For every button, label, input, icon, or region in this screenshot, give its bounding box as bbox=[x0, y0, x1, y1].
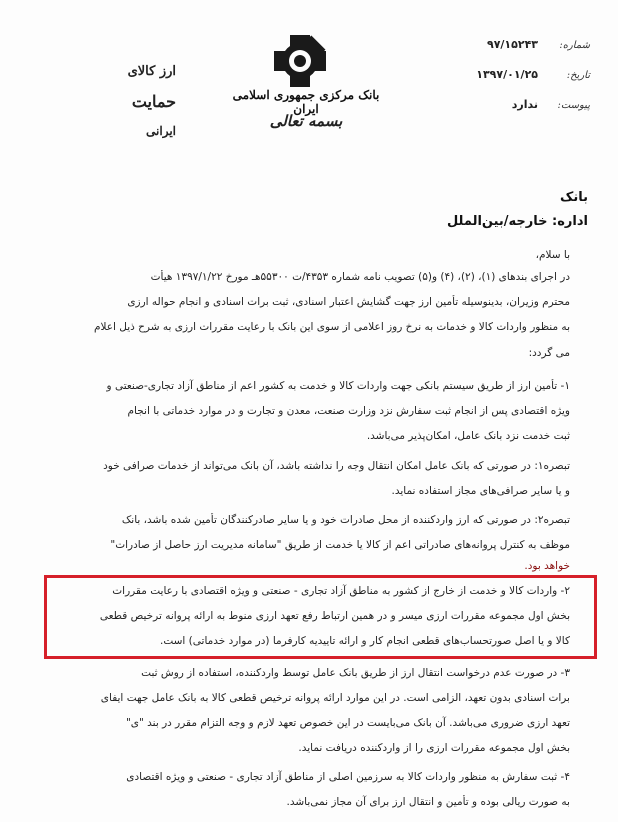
body-line: در اجرای بندهای (۱)، (۲)، (۴) و(۵) تصویب نامه شماره ۴۳۵۳/ت ۵۵۳۰۰هـ مورخ ۱۳۹۷/۱/۲۲ هیأت bbox=[150, 271, 570, 283]
body-line: برات اسنادی بدون تعهد، الزامی است. در این موارد ارائه پروانه ترخیص قطعی کالا به بانک عامل جهت ایفای bbox=[100, 692, 570, 704]
body-line: می گردد: bbox=[528, 347, 570, 359]
recipient: بانک bbox=[560, 190, 588, 205]
body-line: بخش اول مجموعه مقررات ارزی میسر و در همین ارتباط رفع تعهد ارزی منوط به ارائه پروانه ترخیص قطعی bbox=[99, 610, 570, 622]
body-line: ۴- ثبت سفارش به منظور واردات کالا به سرزمین اصلی از مناطق آزاد تجاری - صنعتی و ویژه اقتصادی bbox=[126, 771, 570, 783]
body-line: ۲- واردات کالا و خدمت از خارج از کشور به مناطق آزاد تجاری - صنعتی و ویژه اقتصادی با رعایت مقررات bbox=[112, 585, 570, 597]
body-line: بخش اول مجموعه مقررات ارزی را از واردکننده دریافت نماید. bbox=[298, 742, 570, 754]
date-row bbox=[470, 70, 590, 92]
stamp-line-2: حمایت bbox=[131, 92, 176, 111]
body-line: ثبت خدمت نزد بانک عامل، امکان‌پذیر می‌باشد. bbox=[366, 430, 570, 442]
body-line: کالا و یا اصل صورتحساب‌های قطعی انجام کار و ارائه تاییدیه کارفرما (در موارد خدماتی) است. bbox=[159, 635, 570, 647]
support-stamp bbox=[96, 62, 176, 162]
number-label: شماره: bbox=[559, 40, 590, 51]
body-line: خواهد بود. bbox=[524, 560, 570, 572]
body-line: به منظور واردات کالا و خدمات به نرخ روز اعلامی از سوی این بانک با رعایت مقررات ارزی به شرح ذیل اعلام bbox=[93, 321, 570, 333]
department: اداره: خارجه/بین‌الملل bbox=[446, 214, 588, 229]
body-line: تعهد ارزی ضروری می‌باشد. آن بانک می‌بایست در این خصوص تعهد لازم و وجه التزام مقرر در بند "ی" bbox=[125, 717, 570, 729]
attachment-label: پیوست: bbox=[557, 100, 590, 111]
attachment-value: ندارد bbox=[511, 98, 538, 111]
body-line: ۱- تأمین ارز از طریق سیستم بانکی جهت واردات کالا و خدمت به کشور اعم از مناطق آزاد تجاری-صنعتی و bbox=[106, 380, 570, 392]
attachment-row bbox=[470, 100, 590, 122]
central-bank-logo-icon bbox=[271, 32, 329, 90]
body-line: تبصره۲: در صورتی که ارز واردکننده از محل صادرات خود و یا سایر صادرکنندگان تأمین شده باشد، بانک bbox=[121, 514, 570, 526]
greeting: با سلام، bbox=[535, 249, 570, 261]
body-line: ۳- در صورت عدم درخواست انتقال ارز از طریق بانک عامل توسط واردکننده، استفاده از روش ثبت bbox=[141, 667, 570, 679]
stamp-line-3: ایرانی bbox=[146, 124, 176, 138]
number-value: ۹۷/۱۵۲۴۳ bbox=[486, 38, 538, 51]
body-line: موظف به کنترل پروانه‌های صادراتی اعم از کالا یا خدمت از طریق "سامانه مدیریت ارز حاصل از صادرات" bbox=[110, 539, 570, 551]
motto: بسمه تعالی bbox=[269, 112, 343, 130]
stamp-line-1: ارز کالای bbox=[127, 64, 176, 79]
date-label: تاریخ: bbox=[566, 70, 590, 81]
bank-name: بانک مرکزی جمهوری اسلامی ایران bbox=[232, 88, 380, 116]
body-line: ویژه اقتصادی پس از انجام ثبت سفارش نزد وزارت صنعت، معدن و تجارت و در موارد خدماتی با انجام bbox=[127, 405, 570, 417]
body-line: محترم وزیران، بدینوسیله تأمین ارز جهت گشایش اعتبار اسنادی، ثبت برات اسنادی و انجام حواله ارزی bbox=[127, 296, 570, 308]
body-line: تبصره۱: در صورتی که بانک عامل امکان انتقال وجه را نداشته باشد، آن بانک می‌تواند از خدمات صرافی خود bbox=[103, 460, 570, 472]
date-value: ۱۳۹۷/۰۱/۲۵ bbox=[476, 68, 538, 81]
body-line: و یا سایر صرافی‌های مجاز استفاده نماید. bbox=[391, 485, 570, 497]
body-line: به صورت ریالی بوده و تأمین و انتقال ارز برای آن مجاز نمی‌باشد. bbox=[286, 796, 570, 808]
number-row bbox=[470, 40, 590, 62]
